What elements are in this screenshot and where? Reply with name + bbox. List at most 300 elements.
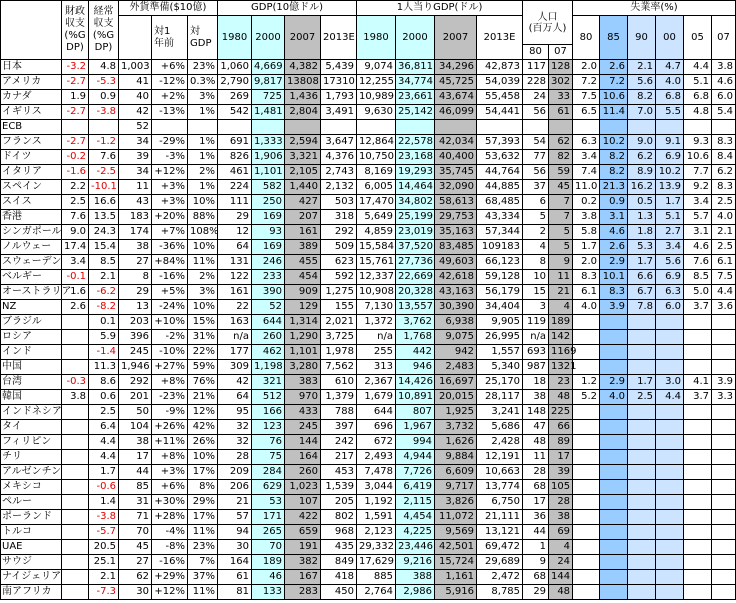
table-row [1, 105, 736, 120]
unemployment-05-cell: 4.6 [684, 240, 712, 255]
unemployment-85-cell: 2.9 [600, 255, 628, 270]
table-row [1, 570, 736, 585]
reserves-cell: 85 [119, 480, 152, 495]
header-reserves-gdp [188, 16, 218, 60]
gdp-1980-cell: 28 [218, 450, 252, 465]
reserves-yoy-cell: +6% [152, 60, 188, 75]
unemployment-80-cell [573, 360, 600, 375]
unemployment-85-cell: 8.2 [600, 150, 628, 165]
country-name-cell: シンガポール [1, 225, 62, 240]
table-row [1, 240, 736, 255]
unemployment-05-cell: 5.1 [684, 75, 712, 90]
unemployment-05-cell: 6.8 [684, 90, 712, 105]
unemployment-00-cell [656, 585, 684, 600]
unemployment-07-cell: 3.9 [712, 375, 736, 390]
population-80-cell: 56 [523, 105, 549, 120]
table-row [1, 495, 736, 510]
header-unemployment-year: 80 [573, 16, 600, 60]
unemployment-80-cell [573, 330, 600, 345]
gdppc-1980-cell: 15,761 [357, 255, 396, 270]
reserves-cell: 39 [119, 150, 152, 165]
gdppc-2007-cell: 35,745 [435, 165, 477, 180]
gdp-2000-cell: 166 [252, 405, 285, 420]
gdp-2013e-cell: 3,647 [321, 135, 357, 150]
country-name-cell: アメリカ [1, 75, 62, 90]
fiscal-balance-cell: 1.6 [62, 285, 89, 300]
gdppc-2000-cell: 23,446 [396, 540, 435, 555]
fiscal-balance-cell [62, 120, 89, 135]
unemployment-90-cell: 8.9 [628, 165, 656, 180]
population-07-cell: 5 [549, 240, 573, 255]
gdp-2007-cell: 427 [285, 195, 321, 210]
country-name-cell: ナイジェリア [1, 570, 62, 585]
unemployment-00-cell: 6.8 [656, 90, 684, 105]
gdppc-1980-cell: 10,908 [357, 285, 396, 300]
population-80-cell: 9 [523, 555, 549, 570]
unemployment-07-cell [712, 540, 736, 555]
unemployment-90-cell [628, 435, 656, 450]
gdppc-1980-cell: 9,074 [357, 60, 396, 75]
unemployment-90-cell [628, 405, 656, 420]
unemployment-85-cell [600, 345, 628, 360]
unemployment-00-cell: 4.4 [656, 390, 684, 405]
gdppc-2007-cell: 42,501 [435, 540, 477, 555]
gdp-1980-cell: 95 [218, 405, 252, 420]
unemployment-05-cell [684, 420, 712, 435]
gdp-2007-cell: 455 [285, 255, 321, 270]
population-07-cell: 5 [549, 225, 573, 240]
reserves-gdp-cell: 15% [188, 315, 218, 330]
population-80-cell: 44 [523, 525, 549, 540]
unemployment-90-cell [628, 540, 656, 555]
unemployment-85-cell [600, 525, 628, 540]
population-80-cell: 36 [523, 510, 549, 525]
country-name-cell: チリ [1, 450, 62, 465]
header-gdppc-year: 2000 [396, 16, 435, 60]
unemployment-05-cell [684, 510, 712, 525]
gdppc-1980-cell: 1,591 [357, 510, 396, 525]
unemployment-90-cell: 6.7 [628, 285, 656, 300]
country-name-cell: フィリピン [1, 435, 62, 450]
country-name-cell: 中国 [1, 360, 62, 375]
population-80-cell: n/a [523, 330, 549, 345]
table-row [1, 165, 736, 180]
fiscal-balance-cell [62, 420, 89, 435]
population-07-cell: 21 [549, 285, 573, 300]
unemployment-05-cell [684, 555, 712, 570]
population-07-cell: 189 [549, 315, 573, 330]
country-name-cell: UAE [1, 540, 62, 555]
population-07-cell: 1321 [549, 360, 573, 375]
header-population-year: 80 [523, 45, 549, 60]
current-account-cell: 8.5 [89, 255, 119, 270]
gdppc-2000-cell: 13,557 [396, 300, 435, 315]
gdppc-2013e-cell: 9,905 [477, 315, 523, 330]
unemployment-00-cell [656, 525, 684, 540]
gdppc-2000-cell: 36,811 [396, 60, 435, 75]
gdp-1980-cell: 164 [218, 555, 252, 570]
country-name-cell: 南アフリカ [1, 585, 62, 600]
reserves-gdp-cell: 0.3% [188, 75, 218, 90]
reserves-cell: 38 [119, 240, 152, 255]
unemployment-00-cell [656, 480, 684, 495]
gdppc-2007-cell: 5,916 [435, 585, 477, 600]
gdppc-2000-cell: 23,168 [396, 150, 435, 165]
gdp-2013e-cell [321, 120, 357, 135]
unemployment-07-cell [712, 585, 736, 600]
gdp-1980-cell: 2,790 [218, 75, 252, 90]
gdppc-2013e-cell: 43,334 [477, 210, 523, 225]
gdp-2000-cell: 390 [252, 285, 285, 300]
population-07-cell: 9 [549, 255, 573, 270]
gdppc-2000-cell: 4,944 [396, 450, 435, 465]
unemployment-00-cell [656, 405, 684, 420]
gdppc-2000-cell: 388 [396, 570, 435, 585]
unemployment-00-cell: 2.7 [656, 225, 684, 240]
gdppc-2013e-cell: 57,344 [477, 225, 523, 240]
reserves-yoy-cell: -23% [152, 390, 188, 405]
gdp-2007-cell: 207 [285, 210, 321, 225]
population-07-cell: 17 [549, 450, 573, 465]
reserves-cell: 13 [119, 300, 152, 315]
unemployment-05-cell [684, 540, 712, 555]
unemployment-07-cell [712, 360, 736, 375]
unemployment-07-cell: 4.6 [712, 75, 736, 90]
current-account-cell: -3.8 [89, 105, 119, 120]
header-gdppc-year: 1980 [357, 16, 396, 60]
header-population [523, 1, 573, 45]
unemployment-85-cell: 8.2 [600, 165, 628, 180]
fiscal-balance-cell: 9.0 [62, 225, 89, 240]
gdp-2007-cell: 1,023 [285, 480, 321, 495]
gdppc-2000-cell: 7,726 [396, 465, 435, 480]
fiscal-balance-cell [62, 405, 89, 420]
population-07-cell: 302 [549, 75, 573, 90]
unemployment-00-cell [656, 315, 684, 330]
unemployment-80-cell [573, 405, 600, 420]
header-unemployment-year: 00 [656, 16, 684, 60]
unemployment-07-cell [712, 555, 736, 570]
unemployment-80-cell [573, 345, 600, 360]
gdp-1980-cell: 30 [218, 540, 252, 555]
gdppc-2000-cell: 23,661 [396, 90, 435, 105]
current-account-cell: 0.1 [89, 315, 119, 330]
gdp-2013e-cell: 217 [321, 450, 357, 465]
reserves-yoy-cell: +6% [152, 480, 188, 495]
gdp-2013e-cell: 435 [321, 540, 357, 555]
gdp-1980-cell: 163 [218, 315, 252, 330]
table-row [1, 405, 736, 420]
reserves-gdp-cell: 1% [188, 105, 218, 120]
fiscal-balance-cell [62, 315, 89, 330]
gdppc-2007-cell: 83,485 [435, 240, 477, 255]
unemployment-85-cell [600, 555, 628, 570]
gdppc-2007-cell: 43,163 [435, 285, 477, 300]
unemployment-80-cell: 7.5 [573, 90, 600, 105]
unemployment-80-cell: 11.0 [573, 180, 600, 195]
reserves-cell: 396 [119, 330, 152, 345]
gdppc-2000-cell: 6,419 [396, 480, 435, 495]
gdp-1980-cell: 21 [218, 495, 252, 510]
gdppc-2007-cell: 42,618 [435, 270, 477, 285]
unemployment-80-cell: 6.1 [573, 285, 600, 300]
gdppc-2013e-cell: 68,485 [477, 195, 523, 210]
population-80-cell: 8 [523, 255, 549, 270]
unemployment-90-cell [628, 315, 656, 330]
unemployment-05-cell [684, 120, 712, 135]
gdppc-2000-cell: 1,967 [396, 420, 435, 435]
unemployment-90-cell: 6.2 [628, 150, 656, 165]
gdppc-2007-cell: 942 [435, 345, 477, 360]
gdppc-2007-cell: 34,296 [435, 60, 477, 75]
unemployment-07-cell [712, 570, 736, 585]
reserves-gdp-cell: 10% [188, 240, 218, 255]
reserves-yoy-cell: +27% [152, 360, 188, 375]
current-account-cell: 4.4 [89, 450, 119, 465]
gdp-1980-cell: 32 [218, 435, 252, 450]
reserves-cell: 62 [119, 570, 152, 585]
unemployment-80-cell [573, 450, 600, 465]
unemployment-80-cell: 5.8 [573, 225, 600, 240]
header-text: 財政 [65, 6, 85, 17]
unemployment-07-cell [712, 315, 736, 330]
gdp-2000-cell: 644 [252, 315, 285, 330]
gdp-2000-cell: 725 [252, 90, 285, 105]
gdppc-2000-cell: 20,328 [396, 285, 435, 300]
unemployment-80-cell: 3.4 [573, 150, 600, 165]
current-account-cell: 6.4 [89, 420, 119, 435]
population-07-cell: 66 [549, 420, 573, 435]
header-fiscal-balance [62, 1, 89, 60]
unemployment-05-cell [684, 435, 712, 450]
unemployment-00-cell: 5.5 [656, 105, 684, 120]
unemployment-00-cell: 6.9 [656, 270, 684, 285]
gdppc-2013e-cell: 25,170 [477, 375, 523, 390]
unemployment-05-cell [684, 405, 712, 420]
reserves-cell: 27 [119, 255, 152, 270]
gdp-2013e-cell: 3,725 [321, 330, 357, 345]
population-07-cell: 61 [549, 105, 573, 120]
unemployment-05-cell: 9.2 [684, 180, 712, 195]
gdppc-2013e-cell: 54,441 [477, 105, 523, 120]
country-name-cell: ノルウェー [1, 240, 62, 255]
gdp-2007-cell: 2,804 [285, 105, 321, 120]
gdppc-1980-cell: 12,255 [357, 75, 396, 90]
country-name-cell: ペルー [1, 495, 62, 510]
header-current-account [89, 1, 119, 60]
population-07-cell: 7 [549, 210, 573, 225]
gdp-2007-cell: 191 [285, 540, 321, 555]
gdp-2007-cell: 2,594 [285, 135, 321, 150]
gdppc-1980-cell: 10,989 [357, 90, 396, 105]
gdp-1980-cell: 61 [218, 570, 252, 585]
gdppc-2000-cell: 22,669 [396, 270, 435, 285]
gdp-2013e-cell: 1,539 [321, 480, 357, 495]
gdppc-2013e-cell: 13,774 [477, 480, 523, 495]
current-account-cell: -2.5 [89, 165, 119, 180]
unemployment-90-cell: 1.7 [628, 255, 656, 270]
gdppc-2000-cell: 22,578 [396, 135, 435, 150]
unemployment-00-cell [656, 465, 684, 480]
reserves-gdp-cell: 8% [188, 480, 218, 495]
population-80-cell: 17 [523, 495, 549, 510]
country-name-cell: スウェーデン [1, 255, 62, 270]
unemployment-00-cell: 4.0 [656, 75, 684, 90]
country-name-cell: 香港 [1, 210, 62, 225]
gdppc-1980-cell: 17,629 [357, 555, 396, 570]
gdp-1980-cell: 94 [218, 525, 252, 540]
reserves-gdp-cell: 23% [188, 540, 218, 555]
population-07-cell: 28 [549, 495, 573, 510]
table-row [1, 270, 736, 285]
unemployment-05-cell [684, 360, 712, 375]
unemployment-85-cell: 8.3 [600, 285, 628, 300]
table-row [1, 90, 736, 105]
gdppc-2007-cell: 3,826 [435, 495, 477, 510]
gdp-1980-cell: 209 [218, 465, 252, 480]
population-07-cell: 62 [549, 135, 573, 150]
gdppc-2013e-cell: 55,458 [477, 90, 523, 105]
reserves-yoy-cell: +12% [152, 165, 188, 180]
gdp-2013e-cell: 292 [321, 225, 357, 240]
unemployment-90-cell [628, 345, 656, 360]
gdp-2000-cell: 1,333 [252, 135, 285, 150]
unemployment-07-cell [712, 510, 736, 525]
reserves-yoy-cell: +3% [152, 180, 188, 195]
current-account-cell: 7.6 [89, 150, 119, 165]
gdppc-2007-cell: 20,015 [435, 390, 477, 405]
unemployment-80-cell [573, 495, 600, 510]
reserves-cell: 71 [119, 510, 152, 525]
gdp-1980-cell: 224 [218, 180, 252, 195]
gdp-2007-cell: 433 [285, 405, 321, 420]
current-account-cell: 5.9 [89, 330, 119, 345]
header-unemployment: 失業率(%) [573, 1, 736, 16]
gdp-1980-cell [218, 120, 252, 135]
fiscal-balance-cell: -1.6 [62, 165, 89, 180]
gdp-2007-cell: 422 [285, 510, 321, 525]
gdppc-1980-cell: 1,192 [357, 495, 396, 510]
reserves-gdp-cell: 7% [188, 555, 218, 570]
unemployment-07-cell: 2.5 [712, 195, 736, 210]
gdppc-2013e-cell: 66,123 [477, 255, 523, 270]
table-row [1, 585, 736, 600]
reserves-yoy-cell: -24% [152, 300, 188, 315]
unemployment-85-cell: 0.9 [600, 195, 628, 210]
country-name-cell: 日本 [1, 60, 62, 75]
gdp-1980-cell: 269 [218, 90, 252, 105]
population-07-cell: 144 [549, 570, 573, 585]
fiscal-balance-cell: -0.2 [62, 150, 89, 165]
country-name-cell: サウジ [1, 555, 62, 570]
gdp-1980-cell: 12 [218, 225, 252, 240]
fiscal-balance-cell: -0.3 [62, 375, 89, 390]
gdppc-2013e-cell: 109183 [477, 240, 523, 255]
current-account-cell: 8.6 [89, 375, 119, 390]
gdppc-2007-cell [435, 120, 477, 135]
reserves-cell: 41 [119, 75, 152, 90]
current-account-cell: -10.1 [89, 180, 119, 195]
unemployment-05-cell: 4.4 [684, 60, 712, 75]
gdppc-2013e-cell: 26,995 [477, 330, 523, 345]
gdp-1980-cell: 32 [218, 420, 252, 435]
reserves-cell: 50 [119, 405, 152, 420]
unemployment-07-cell [712, 405, 736, 420]
gdp-2007-cell: 389 [285, 240, 321, 255]
table-row [1, 555, 736, 570]
unemployment-00-cell [656, 330, 684, 345]
country-name-cell: タイ [1, 420, 62, 435]
unemployment-85-cell: 3.9 [600, 300, 628, 315]
population-07-cell: 7 [549, 195, 573, 210]
gdp-2007-cell: 1,290 [285, 330, 321, 345]
unemployment-90-cell [628, 465, 656, 480]
gdp-2000-cell: 462 [252, 345, 285, 360]
gdppc-1980-cell: 2,367 [357, 375, 396, 390]
gdp-1980-cell: 29 [218, 210, 252, 225]
gdppc-2007-cell: 43,674 [435, 90, 477, 105]
current-account-cell: 2.5 [89, 405, 119, 420]
gdppc-1980-cell: 6,005 [357, 180, 396, 195]
gdppc-2000-cell: 10,891 [396, 390, 435, 405]
gdp-1980-cell: 691 [218, 135, 252, 150]
unemployment-90-cell: 1.7 [628, 375, 656, 390]
gdppc-2013e-cell: 6,750 [477, 495, 523, 510]
country-name-cell: インド [1, 345, 62, 360]
table-row [1, 210, 736, 225]
reserves-gdp-cell: 1% [188, 150, 218, 165]
reserves-cell: 183 [119, 210, 152, 225]
gdppc-2007-cell: 15,724 [435, 555, 477, 570]
gdp-2007-cell: 909 [285, 285, 321, 300]
gdp-2000-cell: 4,669 [252, 60, 285, 75]
unemployment-00-cell: 1.7 [656, 195, 684, 210]
header-corner [1, 1, 62, 60]
reserves-gdp-cell: 76% [188, 375, 218, 390]
current-account-cell: 4.8 [89, 60, 119, 75]
unemployment-85-cell: 4.6 [600, 225, 628, 240]
unemployment-07-cell [712, 465, 736, 480]
current-account-cell: -3.8 [89, 510, 119, 525]
header-text: 対 [190, 25, 200, 37]
reserves-cell: 44 [119, 465, 152, 480]
reserves-yoy-cell: -12% [152, 75, 188, 90]
unemployment-85-cell: 21.3 [600, 180, 628, 195]
reserves-yoy-cell: +29% [152, 570, 188, 585]
country-name-cell: NZ [1, 300, 62, 315]
unemployment-00-cell [656, 555, 684, 570]
gdppc-2013e-cell: 10,663 [477, 465, 523, 480]
gdp-1980-cell: 1,060 [218, 60, 252, 75]
current-account-cell: 16.6 [89, 195, 119, 210]
reserves-gdp-cell: 37% [188, 570, 218, 585]
population-07-cell: 4 [549, 540, 573, 555]
table-row [1, 540, 736, 555]
population-80-cell: 228 [523, 75, 549, 90]
population-80-cell: 3 [523, 300, 549, 315]
gdppc-2013e-cell: 53,632 [477, 150, 523, 165]
current-account-cell: 2.1 [89, 570, 119, 585]
gdp-2000-cell: 93 [252, 225, 285, 240]
fiscal-balance-cell: 1.9 [62, 90, 89, 105]
unemployment-80-cell [573, 510, 600, 525]
table-row [1, 120, 736, 135]
gdppc-2007-cell: 6,609 [435, 465, 477, 480]
unemployment-85-cell [600, 465, 628, 480]
population-07-cell: 1169 [549, 345, 573, 360]
reserves-yoy-cell: +8% [152, 450, 188, 465]
gdp-2013e-cell: 788 [321, 405, 357, 420]
